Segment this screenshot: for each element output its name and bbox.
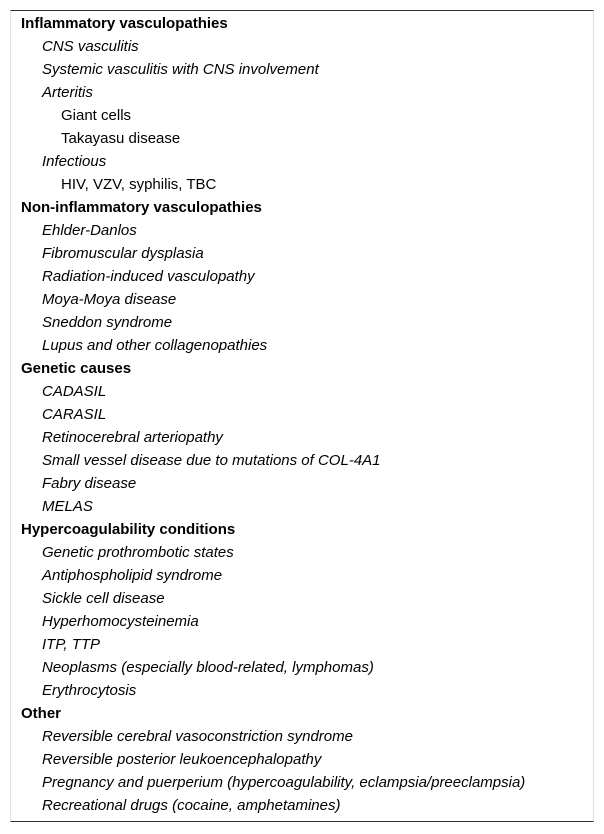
group-heading: Other xyxy=(21,705,62,722)
group-item: CNS vasculitis xyxy=(42,38,139,55)
sub-item: Giant cells xyxy=(61,107,132,124)
group-item: Reversible posterior leukoencephalopathy xyxy=(42,751,322,768)
group-item: Lupus and other collagenopathies xyxy=(42,337,268,354)
group-heading: Inflammatory vasculopathies xyxy=(21,15,228,32)
group-item: Neoplasms (especially blood-related, lymphomas) xyxy=(42,659,374,676)
sub-item: HIV, VZV, syphilis, TBC xyxy=(61,176,217,193)
group-item: Reversible cerebral vasoconstriction syndrome xyxy=(42,728,353,745)
group-item: Moya-Moya disease xyxy=(42,291,177,308)
group-item: Hyperhomocysteinemia xyxy=(42,613,199,630)
group-item: MELAS xyxy=(42,498,93,515)
sub-item: Takayasu disease xyxy=(61,130,181,147)
group-item: Ehlder-Danlos xyxy=(42,222,137,239)
group-item: Erythrocytosis xyxy=(42,682,137,699)
causes-table xyxy=(10,10,594,822)
group-item: Radiation-induced vasculopathy xyxy=(42,268,255,285)
group-item: Genetic prothrombotic states xyxy=(42,544,234,561)
group-item: CARASIL xyxy=(42,406,107,423)
group-item: ITP, TTP xyxy=(42,636,101,653)
group-heading: Genetic causes xyxy=(21,360,132,377)
group-item: CADASIL xyxy=(42,383,107,400)
group-item: Sneddon syndrome xyxy=(42,314,173,331)
group-item: Recreational drugs (cocaine, amphetamines) xyxy=(42,797,341,814)
group-item: Infectious xyxy=(42,153,107,170)
group-item: Antiphospholipid syndrome xyxy=(42,567,223,584)
group-item: Fabry disease xyxy=(42,475,137,492)
group-item: Sickle cell disease xyxy=(42,590,165,607)
group-item: Pregnancy and puerperium (hypercoagulability, eclampsia/preeclampsia) xyxy=(42,774,526,791)
group-heading: Hypercoagulability conditions xyxy=(21,521,236,538)
table-body xyxy=(11,12,593,817)
group-item: Fibromuscular dysplasia xyxy=(42,245,204,262)
group-heading: Non-inflammatory vasculopathies xyxy=(21,199,262,216)
group-item: Systemic vasculitis with CNS involvement xyxy=(42,61,319,78)
group-item: Arteritis xyxy=(42,84,93,101)
group-item: Retinocerebral arteriopathy xyxy=(42,429,223,446)
group-item: Small vessel disease due to mutations of COL-4A1 xyxy=(42,452,381,469)
